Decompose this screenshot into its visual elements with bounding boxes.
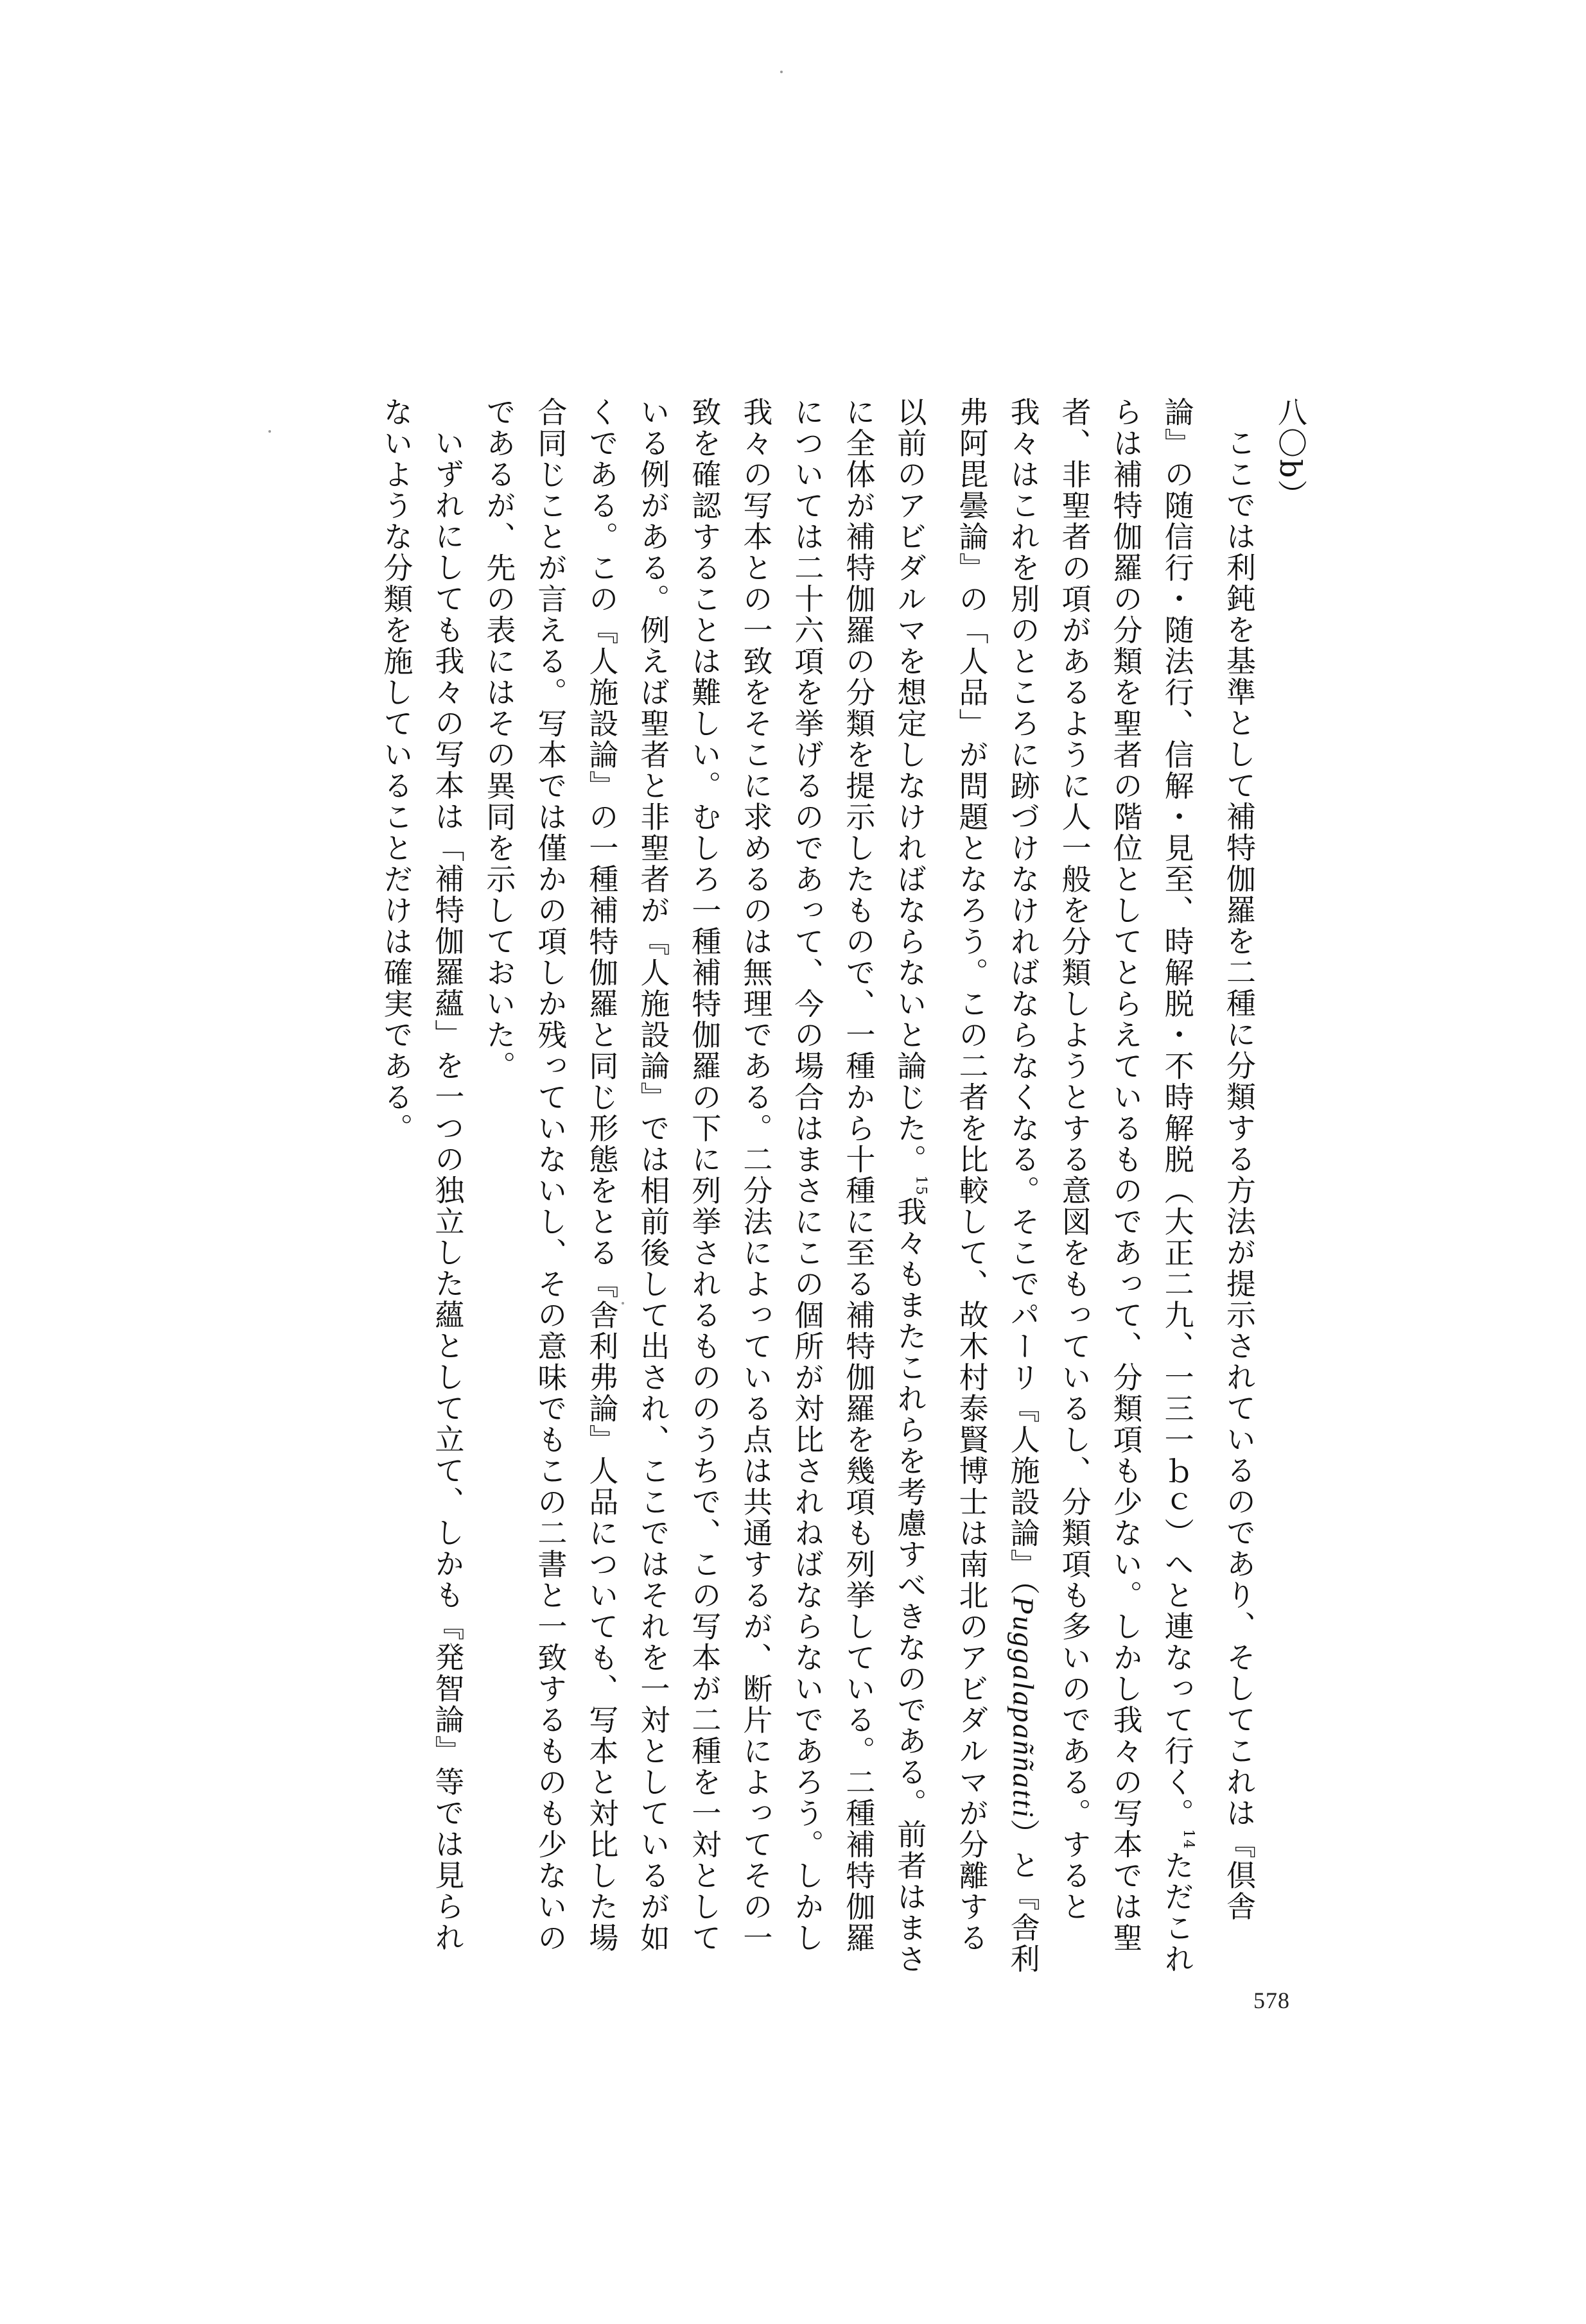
text-segment: いる例がある。例えば聖者と非聖者が『人施設論』では相前後して出され、ここではそれを一対としているが如 xyxy=(636,397,671,1954)
text-segment: 我々はこれを別のところに跡づけなければならなくなる。そこでパーリ『人施設論』（ xyxy=(1006,397,1041,1597)
footnote-marker: 15 xyxy=(912,1175,929,1197)
text-column xyxy=(473,397,525,1912)
text-column xyxy=(730,397,781,1954)
text-segment: 八〇b） xyxy=(1273,397,1308,511)
text-column xyxy=(1101,397,1152,1954)
footnote-marker: 14 xyxy=(1180,1829,1196,1850)
text-segment: ないような分類を施していることだけは確実である。 xyxy=(379,397,414,1144)
text-segment: 弗阿毘曇論』の「人品」が問題となろう。この二者を比較して、故木村泰賢博士は南北のアビダルマが分離する xyxy=(954,397,989,1954)
page-number: 578 xyxy=(1253,1988,1290,2013)
text-column xyxy=(1265,397,1316,1912)
text-column xyxy=(884,397,946,1975)
text-column xyxy=(576,397,627,1954)
text-segment: については二十六項を挙げるのであって、今の場合はまさにこの個所が対比されねばならないであろう。しかし xyxy=(790,397,825,1954)
text-column xyxy=(627,397,679,1954)
body-text xyxy=(250,397,1316,1975)
text-column xyxy=(1214,397,1265,1922)
text-segment: であるが、先の表にはその異同を示しておいた。 xyxy=(482,397,517,1082)
text-segment: 致を確認することは難しい。むしろ一種補特伽羅の下に列挙されるもののうちで、この写本が二種を一対として xyxy=(687,397,722,1954)
text-column xyxy=(679,397,730,1954)
text-column xyxy=(422,397,473,1954)
text-column xyxy=(998,397,1049,1975)
scan-speck xyxy=(780,71,783,73)
text-segment: ）と『舎利 xyxy=(1006,1819,1041,1975)
text-segment: 論』の随信行・随法行、信解・見至、時解脱・不時解脱（大正二九、一三一ｂｃ）へと連なって行く。 xyxy=(1160,397,1195,1829)
text-column xyxy=(946,397,998,1954)
text-segment: 以前のアビダルマを想定しなければならないと論じた。 xyxy=(893,397,928,1175)
text-column xyxy=(1049,397,1101,1923)
text-segment: ただこれ xyxy=(1160,1850,1195,1975)
text-column xyxy=(370,397,422,1912)
text-segment: ここでは利鈍を基準として補特伽羅を二種に分類する方法が提示されているのであり、そしてこれは『倶舎 xyxy=(1222,428,1257,1922)
text-segment: 合同じことが言える。写本では僅かの項しか残っていないし、その意味でもこの二書と一致するものも少ないの xyxy=(533,397,568,1954)
text-segment: 者、非聖者の項があるように人一般を分類しようとする意図をもっているし、分類項も多いのである。すると xyxy=(1057,397,1092,1923)
latin-title: Puggalapaññatti xyxy=(1007,1596,1040,1819)
text-column xyxy=(781,397,833,1954)
text-segment: らは補特伽羅の分類を聖者の階位としてとらえているものであって、分類項も少ない。しかし我々の写本では聖 xyxy=(1108,397,1144,1954)
text-column xyxy=(833,397,884,1954)
scan-speck xyxy=(268,430,271,433)
scan-speck xyxy=(622,1302,624,1305)
text-segment: 我々の写本との一致をそこに求めるのは無理である。二分法によっている点は共通するが、断片によってその一 xyxy=(738,397,774,1954)
text-column xyxy=(1152,397,1214,1975)
text-segment: 我々もまたこれらを考慮すべきなのである。前者はまさ xyxy=(893,1196,928,1975)
text-segment: に全体が補特伽羅の分類を提示したもので、一種から十種に至る補特伽羅を幾項も列挙している。二種補特伽羅 xyxy=(841,397,876,1954)
text-segment: くである。この『人施設論』の一種補特伽羅と同じ形態をとる『舎利弗論』人品についても、写本と対比した場 xyxy=(584,397,620,1954)
text-segment: いずれにしても我々の写本は「補特伽羅蘊」を一つの独立した蘊として立て、しかも『発智論』等では見られ xyxy=(430,428,466,1954)
text-column xyxy=(525,397,576,1954)
